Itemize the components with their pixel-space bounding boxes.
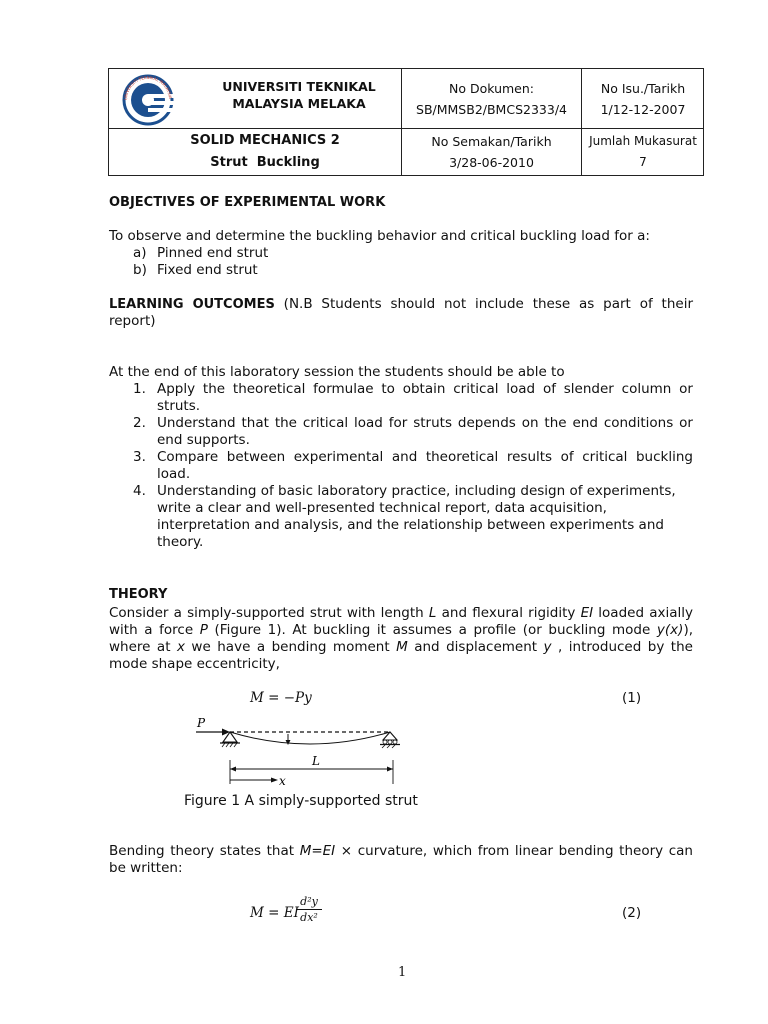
document-header-table (108, 68, 704, 176)
symbol-M-EI: M=EI (299, 843, 336, 859)
outcome-text: write a clear and well-presented technical report, data acquisition, (157, 500, 607, 516)
theory-paragraph-line: mode shape eccentricity, (109, 656, 280, 672)
learning-intro: At the end of this laboratory session the students should be able to (109, 364, 565, 380)
outcome-marker: 4. (133, 483, 146, 499)
university-name (204, 78, 394, 112)
outcome-marker: 3. (133, 449, 146, 465)
symbol-x: x (176, 639, 185, 655)
outcome-text: Compare between experimental and theoretical results of critical buckling (157, 449, 693, 465)
text-run: × curvature, which from linear bending theory can (335, 843, 693, 859)
text-run: with a force (109, 622, 200, 638)
symbol-EI: EI (580, 605, 594, 621)
learning-note: (N.B Students should not include these as part of their (283, 296, 693, 312)
pages-cell (582, 131, 704, 173)
outcome-text: end supports. (157, 432, 250, 448)
text-run: , introduced by the (551, 639, 693, 655)
logo-ring-text: UNIVERSITI TEKNIKAL MALAYSIA (122, 74, 173, 101)
equation-1-number: (1) (622, 690, 642, 706)
table-divider (109, 128, 703, 129)
objective-marker: a) (133, 245, 147, 261)
outcome-text: load. (157, 466, 191, 482)
objective-item (133, 245, 693, 262)
doc-label: No Dokumen: (448, 81, 535, 96)
outcome-text: Apply the theoretical formulae to obtain critical load of slender column or (157, 381, 693, 397)
doc-number-cell (402, 78, 581, 120)
outcome-item (133, 449, 693, 483)
objective-marker: b) (133, 262, 147, 278)
text-run: we have a bending moment (184, 639, 397, 655)
symbol-yx: y(x) (656, 622, 684, 638)
symbol-L: L (428, 605, 437, 621)
issue-value: 1/12-12-2007 (600, 102, 686, 117)
outcome-text: interpretation and analysis, and the relationship between experiments and (157, 517, 664, 533)
outcome-text: theory. (157, 534, 204, 550)
issue-label: No Isu./Tarikh (600, 81, 686, 96)
length-label-L: L (312, 754, 320, 768)
text-run: and displacement (407, 639, 544, 655)
revision-label: No Semakan/Tarikh (431, 134, 552, 149)
objectives-heading: OBJECTIVES OF EXPERIMENTAL WORK (109, 195, 386, 210)
pages-label: Jumlah Mukasurat (589, 134, 697, 148)
outcome-item (133, 415, 693, 449)
objective-text: Fixed end strut (157, 262, 258, 278)
university-line1: UNIVERSITI TEKNIKAL (222, 79, 376, 94)
outcome-text: Understanding of basic laboratory practice, including design of experiments, (157, 483, 676, 499)
equation-2-number: (2) (622, 905, 642, 921)
theory-paragraph-line (109, 843, 693, 860)
theory-paragraph-line (109, 622, 693, 639)
theory-paragraph-line: be written: (109, 860, 183, 876)
university-logo (119, 72, 177, 126)
outcome-text: struts. (157, 398, 201, 414)
fraction-bar (296, 909, 322, 910)
text-run: (Figure 1). At buckling it assumes a profile (or buckling mode (207, 622, 657, 638)
outcome-marker: 2. (133, 415, 146, 431)
learning-outcomes-header-line (109, 296, 693, 313)
equation-2-fraction (296, 895, 322, 924)
equation-1: M = −Py (250, 690, 312, 706)
buckled-shape (230, 732, 390, 744)
learning-outcomes-heading: LEARNING OUTCOMES (109, 297, 275, 312)
figure-1-caption: Figure 1 A simply-supported strut (184, 793, 418, 809)
text-run: and flexural rigidity (436, 605, 581, 621)
equation-2-numerator: d²y (300, 895, 318, 908)
text-run: Consider a simply-supported strut with length (109, 605, 429, 621)
learning-note-cont: report) (109, 313, 156, 329)
text-run: ), (683, 622, 693, 638)
force-label-P: P (197, 716, 206, 730)
theory-heading: THEORY (109, 587, 168, 602)
text-run: loaded axially (593, 605, 693, 621)
outcome-marker: 1. (133, 381, 146, 397)
outcome-item (133, 381, 693, 415)
course-cell (129, 130, 401, 174)
figure-1-strut-diagram (190, 712, 430, 792)
revision-value: 3/28-06-2010 (449, 155, 534, 170)
objectives-intro: To observe and determine the buckling behavior and critical buckling load for a: (109, 228, 650, 244)
theory-paragraph-line (109, 639, 693, 656)
equation-2-denominator: dx² (300, 911, 318, 924)
theory-paragraph-line (109, 605, 693, 622)
course-title: SOLID MECHANICS 2 (190, 133, 340, 148)
issue-cell (582, 78, 704, 120)
symbol-P: P (199, 622, 208, 638)
text-run: where at (109, 639, 177, 655)
objective-text: Pinned end strut (157, 245, 269, 261)
symbol-y: y (543, 639, 552, 655)
pages-value: 7 (639, 155, 647, 169)
symbol-M: M (396, 639, 408, 655)
outcome-item (133, 483, 693, 551)
revision-cell (402, 131, 581, 173)
outcome-text: Understand that the critical load for struts depends on the end conditions or (157, 415, 693, 431)
page-number: 1 (398, 965, 407, 980)
text-run: Bending theory states that (109, 843, 300, 859)
experiment-title: Strut Buckling (210, 155, 320, 170)
university-line2: MALAYSIA MELAKA (232, 96, 366, 111)
coordinate-label-x: x (279, 774, 286, 788)
doc-value: SB/MMSB2/BMCS2333/4 (416, 102, 567, 117)
objective-item (133, 262, 693, 279)
equation-2-lhs: M = EI (250, 905, 299, 921)
